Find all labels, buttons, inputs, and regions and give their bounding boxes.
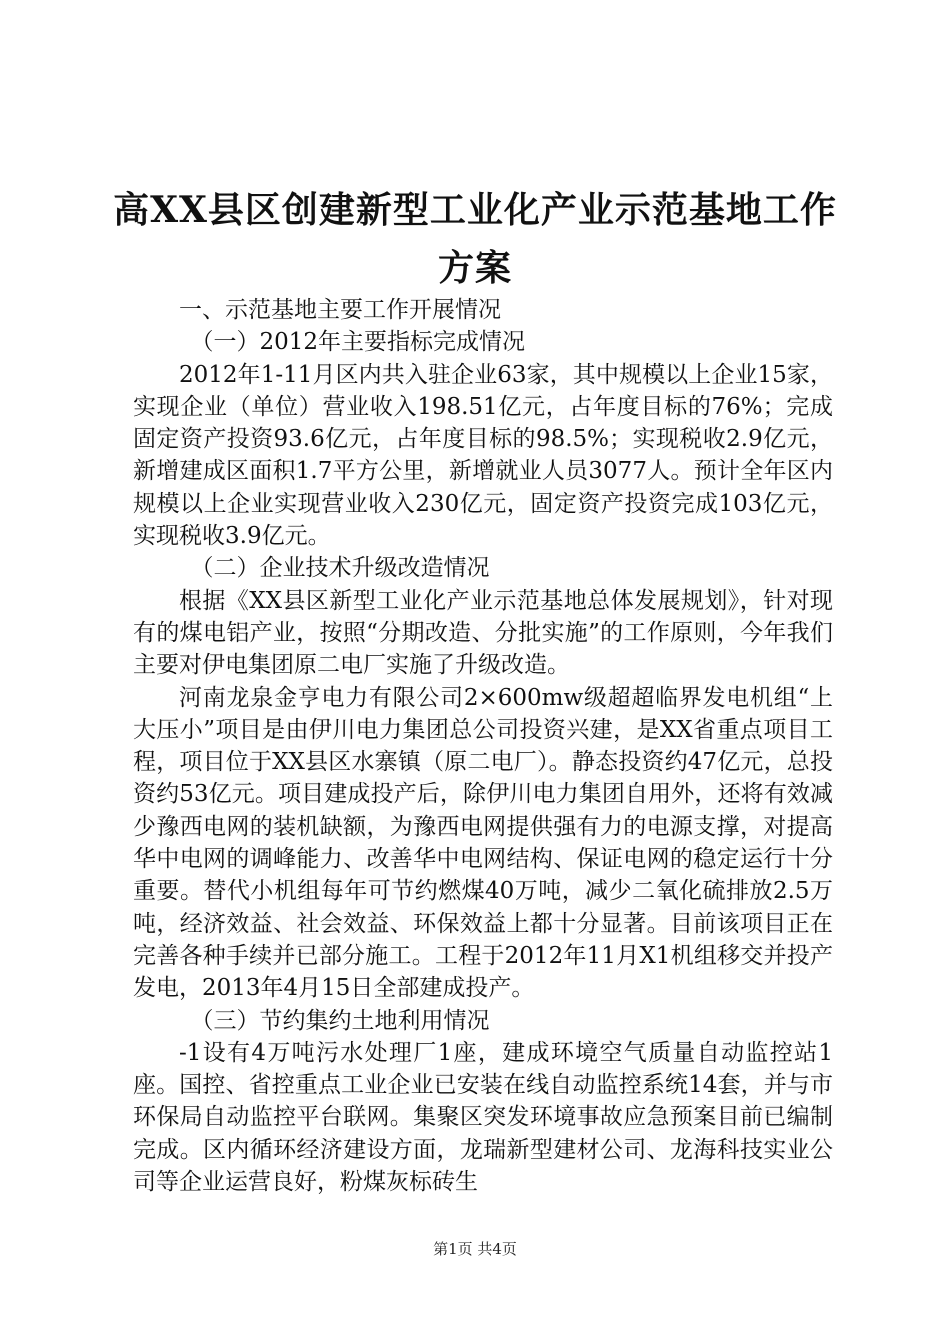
page-number-footer: 第1页 共4页 [433, 1240, 517, 1258]
body-paragraph: 2012年1-11月区内共入驻企业63家，其中规模以上企业15家，实现企业（单位）营业收入198.51亿元，占年度目标的76%；完成固定资产投资93.6亿元，占年度目标的98.5%；实现税收2.9亿元，新增建成区面积1.7平方公里，新增就业人员3077人。预计全年区内规模以上企业实现营业收入230亿元，固定资产投资完成103亿元，实现税收3.9亿元。 [133, 361, 833, 550]
document-title-line-2: 方案 [437, 247, 512, 289]
body-paragraph: -1设有4万吨污水处理厂1座，建成环境空气质量自动监控站1座。国控、省控重点工业企业已安装在线自动监控系统14套，并与市环保局自动监控平台联网。集聚区突发环境事故应急预案目前已编制完成。区内循环经济建设方面，龙瑞新型建材公司、龙海科技实业公司等企业运营良好，粉煤灰标砖生 [133, 1039, 833, 1196]
document-title-line-1: 高XX县区创建新型工业化产业示范基地工作 [113, 189, 837, 231]
subsection-heading: （三）节约集约土地利用情况 [190, 1007, 490, 1034]
subsection-heading: （二）企业技术升级改造情况 [190, 555, 490, 582]
section-heading: 一、示范基地主要工作开展情况 [179, 297, 501, 323]
document-body [133, 294, 833, 1198]
body-paragraph: 根据《XX县区新型工业化产业示范基地总体发展规划》，针对现有的煤电铝产业，按照“分期改造、分批实施”的工作原则，今年我们主要对伊电集团原二电厂实施了升级改造。 [133, 587, 833, 679]
body-paragraph: 河南龙泉金亨电力有限公司2×600mw级超超临界发电机组“上大压小”项目是由伊川电力集团总公司投资兴建，是XX省重点项目工程，项目位于XX县区水寨镇（原二电厂）。静态投资约47亿元，总投资约53亿元。项目建成投产后，除伊川电力集团自用外，还将有效减少豫西电网的装机缺额，为豫西电网提供强有力的电源支撑，对提高华中电网的调峰能力、改善华中电网结构、保证电网的稳定运行十分重要。替代小机组每年可节约燃煤40万吨，减少二氧化硫排放2.5万吨，经济效益、社会效益、环保效益上都十分显著。目前该项目正在完善各种手续并已部分施工。工程于2012年11月X1机组移交并投产发电，2013年4月15日全部建成投产。 [133, 684, 833, 1002]
subsection-heading: （一）2012年主要指标完成情况 [190, 329, 526, 356]
